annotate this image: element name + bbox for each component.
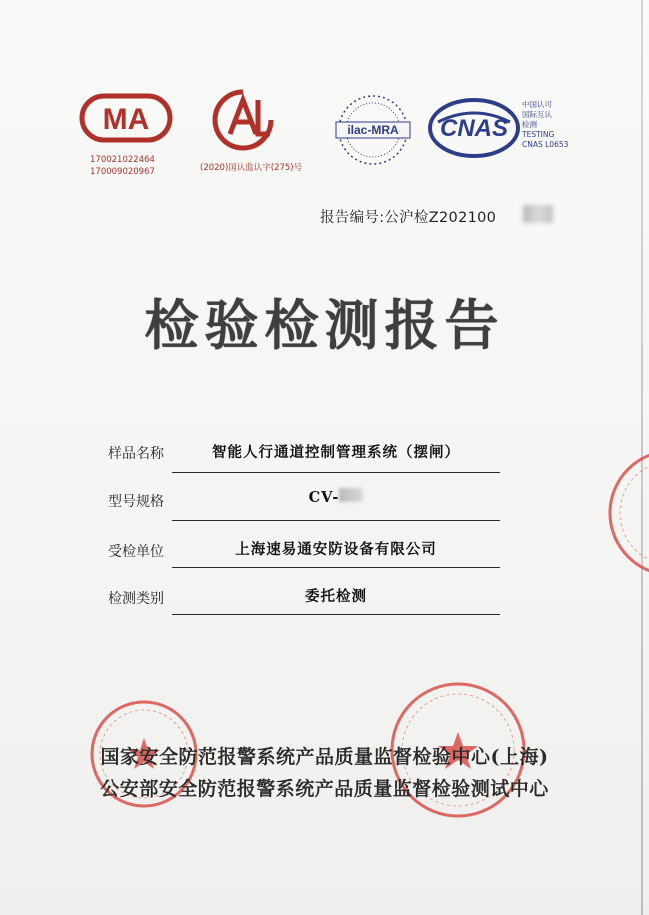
organization-name-2: 公安部安全防范报警系统产品质量监督检验测试中心	[100, 778, 549, 800]
cnas-line-2: 国际互认	[522, 110, 552, 119]
cnas-line-5: CNAS L0653	[522, 140, 569, 149]
field-label-test-type: 检测类别	[108, 591, 164, 607]
cnas-line-4: TESTING	[522, 130, 555, 139]
field-underline	[172, 520, 500, 521]
field-underline	[172, 567, 500, 568]
cma-logo-icon	[78, 92, 174, 144]
cma-number-1: 170021022464	[90, 155, 155, 165]
cal-approval-text: (2020)国认监认字(275)号	[200, 163, 303, 173]
svg-text:MA: MA	[102, 103, 150, 136]
cma-number-2: 170009020967	[90, 167, 155, 177]
field-value-inspected-unit: 上海速易通安防设备有限公司	[235, 541, 437, 558]
field-underline	[172, 472, 500, 473]
ilac-mra-logo-icon	[328, 92, 418, 172]
cnas-line-3: 检测	[522, 120, 537, 129]
field-label-sample-name: 样品名称	[108, 446, 164, 462]
redacted-model-area	[339, 488, 363, 502]
cnas-accreditation-text	[522, 100, 568, 150]
svg-text:ilac-MRA: ilac-MRA	[347, 123, 399, 137]
field-label-inspected-unit: 受检单位	[108, 544, 164, 560]
field-underline	[172, 614, 500, 615]
cnas-logo-icon	[428, 98, 520, 158]
cma-numbers	[90, 154, 155, 178]
official-seal-edge-icon	[600, 448, 649, 578]
report-number: 报告编号:公沪检Z202100	[320, 210, 497, 226]
redacted-area	[523, 205, 553, 223]
field-value-sample-name: 智能人行通道控制管理系统（摆闸）	[212, 444, 460, 461]
cal-logo-icon	[208, 86, 278, 152]
field-value-model: CV-	[308, 489, 340, 506]
organization-name-1: 国家安全防范报警系统产品质量监督检验中心(上海)	[100, 746, 549, 768]
svg-text:CNAS: CNAS	[439, 115, 509, 142]
page-title: 检验检测报告	[144, 293, 505, 357]
cnas-line-1: 中国认可	[522, 100, 552, 109]
field-value-test-type: 委托检测	[305, 588, 367, 605]
field-label-model: 型号规格	[108, 494, 164, 510]
